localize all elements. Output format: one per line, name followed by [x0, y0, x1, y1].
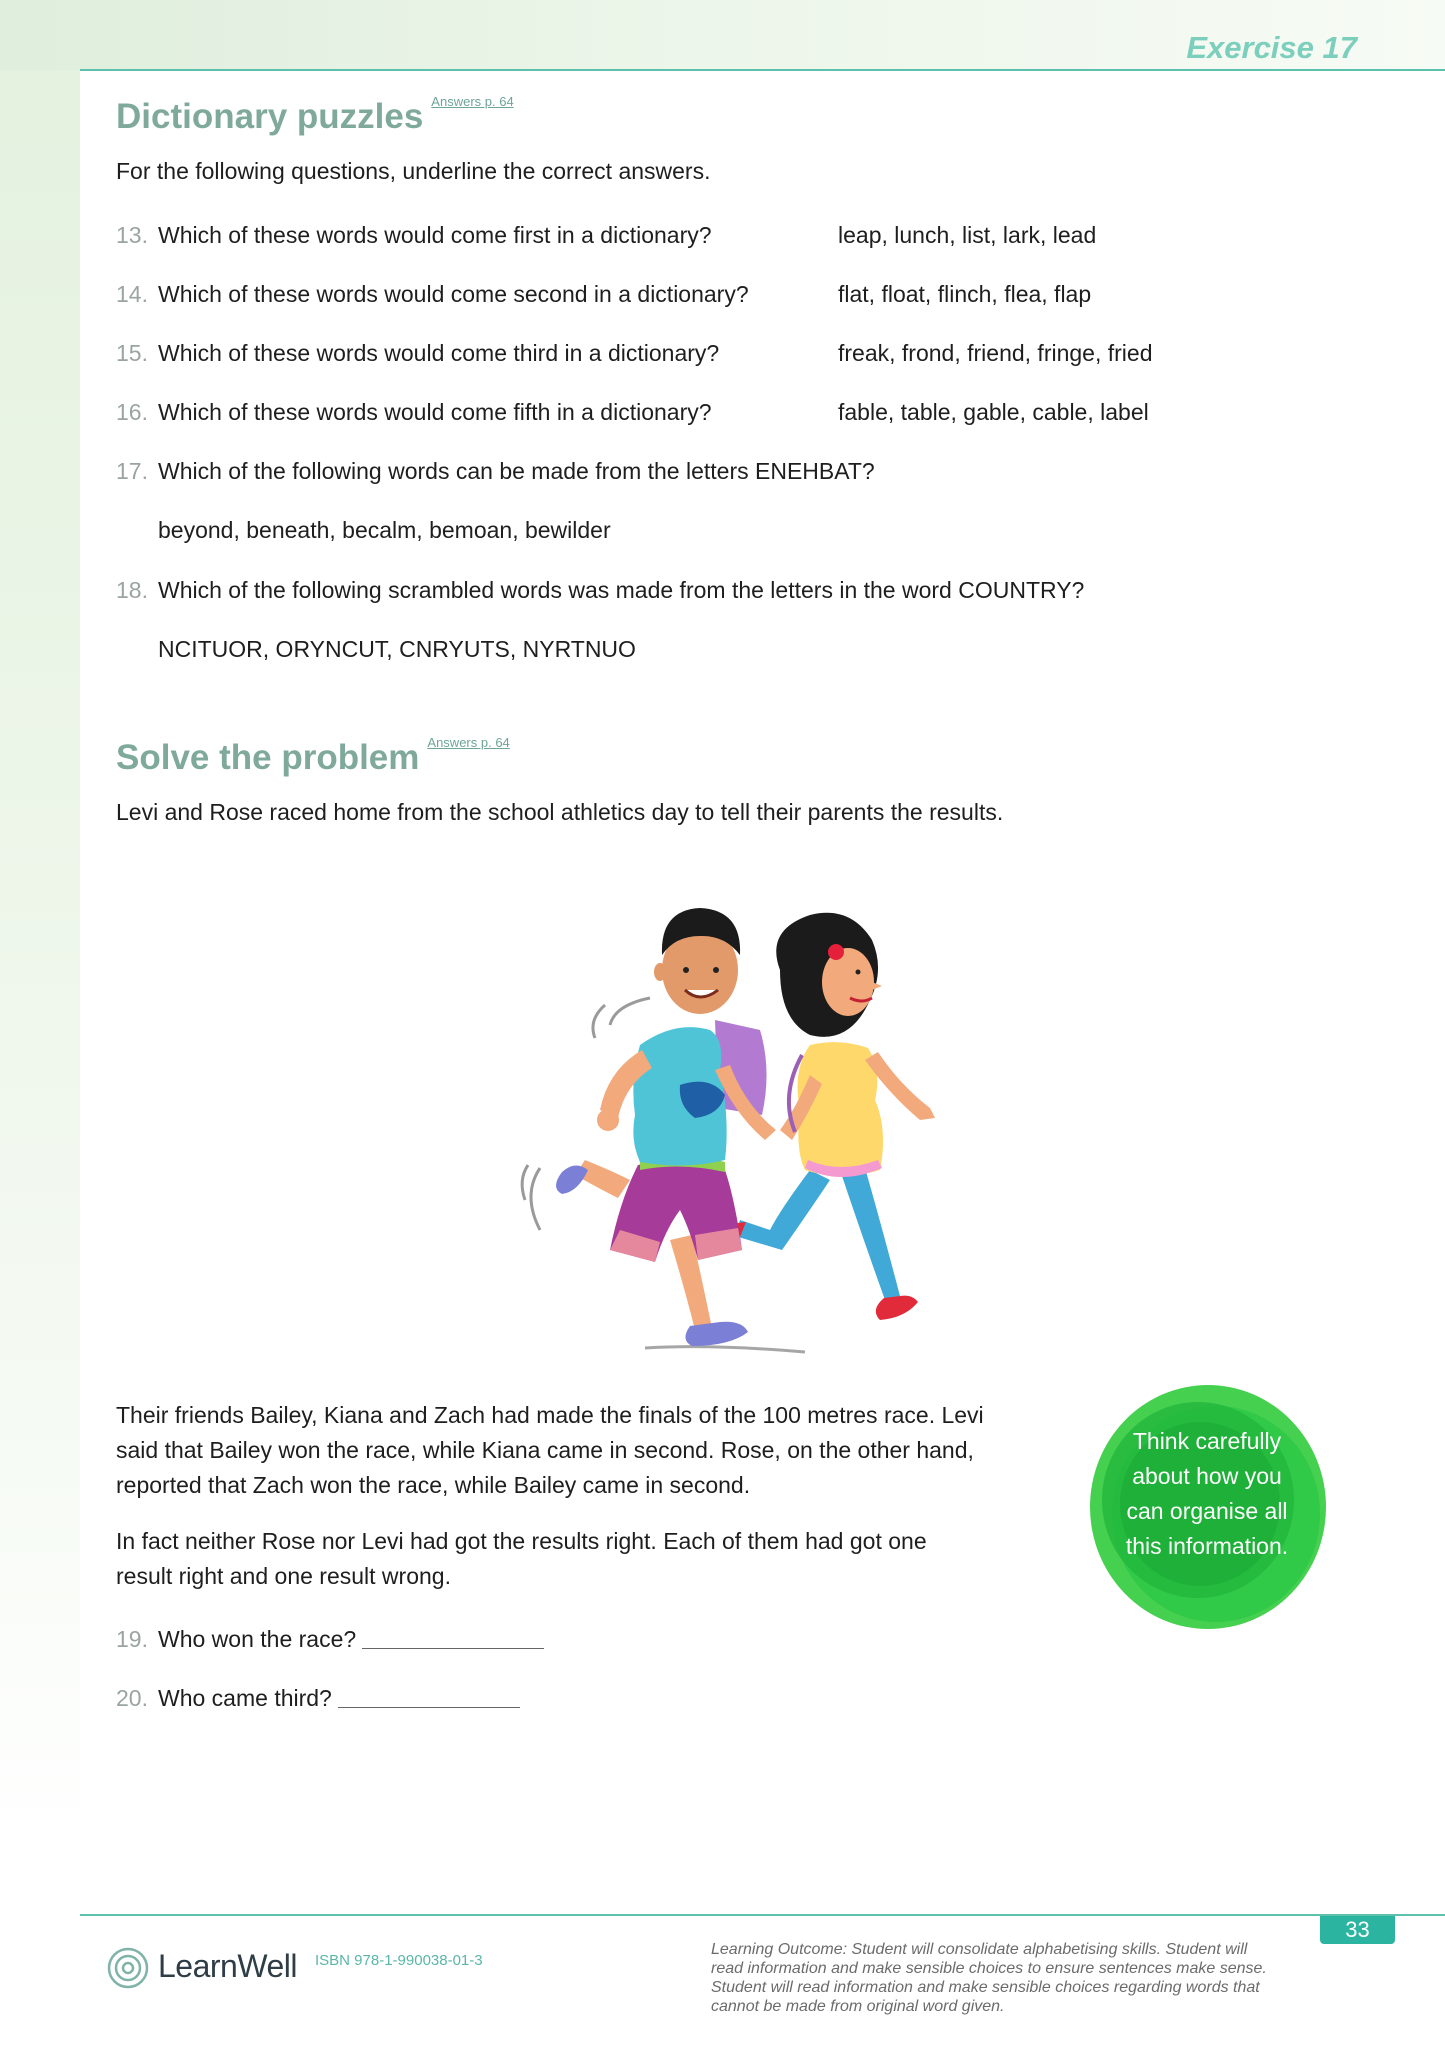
question-17-options[interactable]: beyond, beneath, becalm, bemoan, bewilder — [158, 517, 611, 543]
footer-rule — [80, 1914, 1445, 1916]
section-title-solve-the-problem: Solve the problem $^{Answers p. 64}$ — [116, 735, 510, 777]
tip-text: Think carefully about how you can organise all this information. — [1125, 1428, 1289, 1559]
question-number: 14. — [116, 281, 148, 307]
header-rule — [80, 69, 1445, 71]
problem-paragraph-1: Their friends Bailey, Kiana and Zach had made the finals of the 100 metres race. Levi said that Bailey won the race, while Kiana came in second. Rose, on the other hand, reported that Zach won the race, while Bailey came in second. — [116, 1402, 984, 1498]
question-15 — [116, 338, 1153, 368]
question-18-options[interactable]: NCITUOR, ORYNCUT, CNRYUTS, NYRTNUO — [158, 636, 636, 662]
page-number: 33 — [1320, 1916, 1395, 1944]
question-text: Who came third? — [158, 1685, 332, 1711]
question-number: 15. — [116, 340, 148, 366]
question-number: 16. — [116, 399, 148, 425]
question-number: 19. — [116, 1626, 148, 1652]
question-text: Who won the race? — [158, 1626, 357, 1652]
learnwell-logo-icon — [106, 1946, 150, 1990]
running-children-illustration — [480, 870, 1000, 1370]
question-text: Which of these words would come second in a dictionary? — [158, 281, 749, 307]
answer-options[interactable]: leap, lunch, list, lark, lead — [838, 222, 1097, 248]
isbn: ISBN 978-1-990038-01-3 — [315, 1952, 483, 1969]
question-text: Which of these words would come third in a dictionary? — [158, 340, 720, 366]
answer-options[interactable]: freak, frond, friend, fringe, fried — [838, 340, 1153, 366]
instruction: For the following questions, underline the correct answers. — [116, 158, 711, 184]
question-number: 18. — [116, 577, 148, 603]
section-title-dictionary-puzzles: Dictionary puzzles $^{Answers p. 64}$ — [116, 94, 514, 136]
exercise-label: Exercise 17 — [1186, 30, 1357, 65]
answer-options[interactable]: fable, table, gable, cable, label — [838, 399, 1149, 425]
question-16 — [116, 397, 1149, 427]
answer-blank[interactable] — [338, 1706, 520, 1708]
intro-text: Levi and Rose raced home from the school athletics day to tell their parents the results. — [116, 799, 1004, 825]
left-band — [0, 0, 80, 1850]
question-number: 20. — [116, 1685, 148, 1711]
question-14 — [116, 279, 1092, 309]
question-18 — [116, 575, 1084, 605]
answer-options[interactable]: flat, float, flinch, flea, flap — [838, 281, 1092, 307]
question-text: Which of these words would come first in a dictionary? — [158, 222, 712, 248]
question-17 — [116, 456, 875, 486]
question-text: Which of the following scrambled words was made from the letters in the word COUNTRY? — [158, 577, 1085, 603]
question-number: 17. — [116, 458, 148, 484]
brand-name: LearnWell — [158, 1948, 297, 1984]
answers-link[interactable]: Answers p. 64 — [427, 735, 510, 750]
question-13 — [116, 220, 1097, 250]
learning-outcome: Learning Outcome: Student will consolidate alphabetising skills. Student will read information and make sensible choices to ensure sentences make sense. Student will read information and make sensible choices regarding words that cannot be made from original word given. — [711, 1941, 1267, 2015]
question-19 — [116, 1624, 544, 1654]
question-text: Which of these words would come fifth in a dictionary? — [158, 399, 712, 425]
question-20 — [116, 1683, 520, 1713]
answers-link[interactable]: Answers p. 64 — [431, 94, 514, 109]
problem-paragraph-2: In fact neither Rose nor Levi had got the results right. Each of them had got one result right and one result wrong. — [116, 1528, 927, 1589]
question-number: 13. — [116, 222, 148, 248]
question-text: Which of the following words can be made from the letters ENEHBAT? — [158, 458, 875, 484]
answer-blank[interactable] — [362, 1647, 544, 1649]
